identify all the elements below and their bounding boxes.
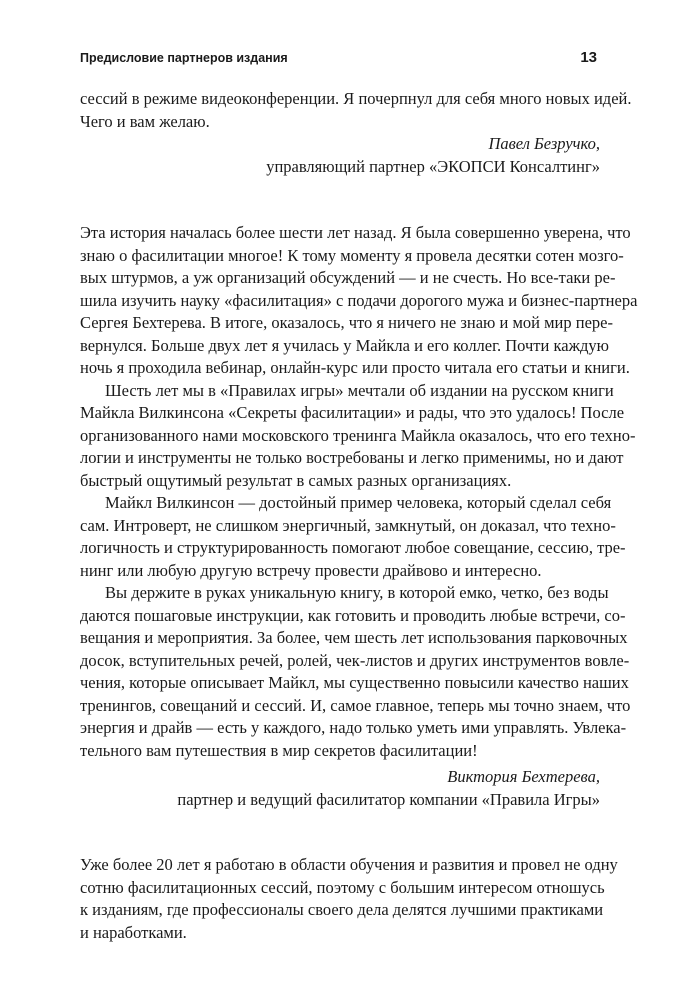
- text-line: чения, которые описывает Майкл, мы существенно повысили качество наших: [80, 673, 629, 692]
- text-line: Чего и вам желаю.: [80, 111, 210, 131]
- text-line: досок, вступительных речей, ролей, чек-листов и других инструментов вовле-: [80, 650, 630, 670]
- text-line: ночь я проходила вебинар, онлайн-курс или просто читала его статьи и книги.: [80, 358, 630, 377]
- text-line: тельного вам путешествия в мир секретов фасилитации!: [80, 740, 478, 760]
- text-line: Шесть лет мы в «Правилах игры» мечтали об издании на русском книги: [105, 380, 614, 400]
- text-line: быстрый ощутимый результат в самых разных организациях.: [80, 470, 512, 490]
- text-line: логичность и структурированность помогают любое совещание, сессию, тре-: [80, 538, 626, 557]
- text-line: вещания и мероприятия. За более, чем шесть лет использования парковочных: [80, 628, 628, 647]
- text-line: Сергея Бехтерева. В итоге, оказалось, что я ничего не знаю и мой мир пере-: [80, 313, 613, 332]
- text-line: шила изучить науку «фасилитация» с подачи дорогого мужа и бизнес-партнера: [80, 290, 638, 310]
- text-line: вернулся. Больше двух лет я училась у Майкла и его коллег. Почти каждую: [80, 335, 609, 355]
- foreword-bekhtereva: [80, 222, 638, 762]
- text-line: Уже более 20 лет я работаю в области обучения и развития и провел не одну: [80, 855, 618, 874]
- page-number: 13: [580, 49, 597, 66]
- text-line: Майкл Вилкинсон — достойный пример человека, который сделал себя: [105, 493, 612, 512]
- text-line: знаю о фасилитации многое! К тому моменту я провела десятки сотен мозго-: [80, 245, 624, 265]
- signature-name: Павел Безручко,: [488, 134, 600, 153]
- signature-name: Виктория Бехтерева,: [447, 767, 600, 786]
- text-line: и наработками.: [80, 922, 187, 942]
- paragraph-continued: [80, 88, 632, 133]
- text-line: энергия и драйв — есть у каждого, надо только уметь ими управлять. Увлека-: [80, 718, 627, 737]
- text-line: организованного нами московского тренинга Майкла оказалось, что его техно-: [80, 425, 636, 445]
- signature-bekhtereva: [177, 766, 600, 811]
- text-line: вых штурмов, а уж организаций обсуждений — и не счесть. Но все-таки ре-: [80, 268, 616, 287]
- text-line: логии и инструменты не только востребованы и легко применимы, но и дают: [80, 448, 624, 467]
- signature-bezruchko: [266, 133, 600, 178]
- text-line: Эта история началась более шести лет назад. Я была совершенно уверена, что: [80, 223, 631, 242]
- text-line: к изданиям, где профессионалы своего дела делятся лучшими практиками: [80, 900, 604, 919]
- running-title: Предисловие партнеров издания: [80, 51, 288, 65]
- text-line: даются пошаговые инструкции, как готовить и проводить любые встречи, со-: [80, 605, 626, 625]
- text-line: сессий в режиме видеоконференции. Я почерпнул для себя много новых идей.: [80, 89, 632, 108]
- text-line: сам. Интроверт, не слишком энергичный, замкнутый, он доказал, что техно-: [80, 515, 616, 535]
- signature-role: управляющий партнер «ЭКОПСИ Консалтинг»: [266, 156, 600, 176]
- text-line: Майкла Вилкинсона «Секреты фасилитации» и рады, что это удалось! После: [80, 403, 625, 422]
- text-line: сотню фасилитационных сессий, поэтому с большим интересом отношусь: [80, 877, 605, 897]
- foreword-third-partner: [80, 854, 618, 944]
- text-line: Вы держите в руках уникальную книгу, в которой емко, четко, без воды: [105, 583, 609, 602]
- text-line: нинг или любую другую встречу провести драйвово и интересно.: [80, 560, 542, 580]
- running-header: [80, 49, 597, 66]
- text-line: тренингов, совещаний и сессий. И, самое главное, теперь мы точно знаем, что: [80, 695, 631, 715]
- signature-role: партнер и ведущий фасилитатор компании «Правила Игры»: [177, 789, 600, 809]
